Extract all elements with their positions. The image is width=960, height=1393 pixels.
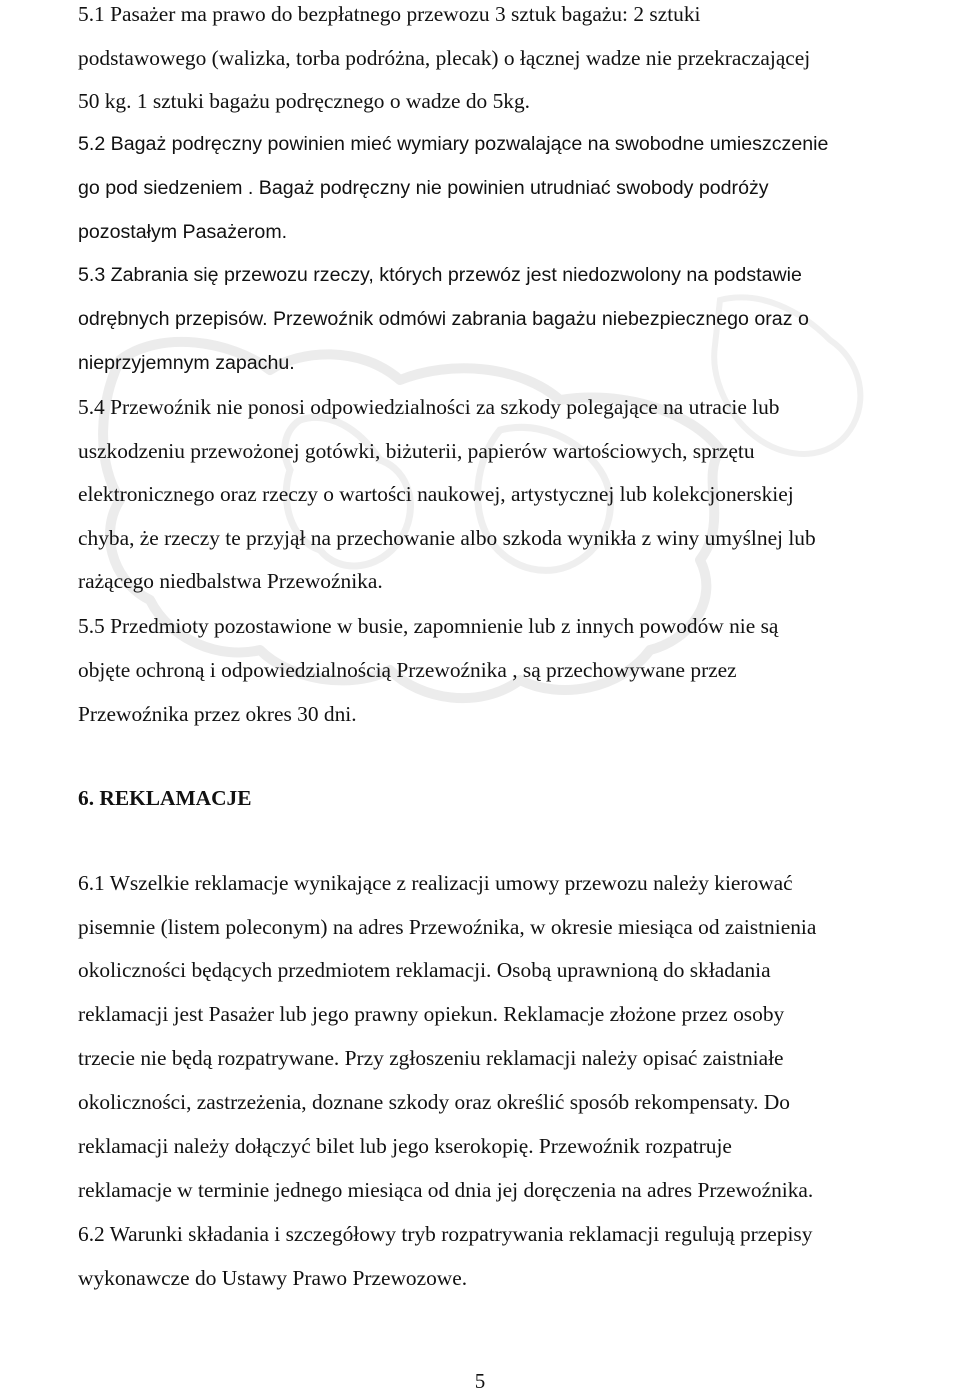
text-line: reklamacji jest Pasażer lub jego prawny opiekun. Reklamacje złożone przez osoby bbox=[78, 1002, 785, 1026]
text-line: okoliczności będących przedmiotem reklamacji. Osobą uprawnioną do składania bbox=[78, 958, 771, 982]
text-line: go pod siedzeniem . Bagaż podręczny nie powinien utrudniać swobody podróży bbox=[78, 177, 769, 199]
text-line: odrębnych przepisów. Przewoźnik odmówi zabrania bagażu niebezpiecznego oraz o bbox=[78, 308, 809, 330]
text-line: reklamacje w terminie jednego miesiąca od dnia jej doręczenia na adres Przewoźnika. bbox=[78, 1178, 814, 1202]
page-number: 5 bbox=[474, 1369, 486, 1393]
text-line: 5.3 Zabrania się przewozu rzeczy, których przewóz jest niedozwolony na podstawie bbox=[78, 264, 802, 286]
text-line: rażącego niedbalstwa Przewoźnika. bbox=[78, 569, 383, 593]
text-line: 5.2 Bagaż podręczny powinien mieć wymiary pozwalające na swobodne umieszczenie bbox=[78, 133, 829, 155]
text-line: 6.1 Wszelkie reklamacje wynikające z realizacji umowy przewozu należy kierować bbox=[78, 871, 793, 895]
text-line: podstawowego (walizka, torba podróżna, plecak) o łącznej wadze nie przekraczającej bbox=[78, 46, 811, 70]
text-line: pisemnie (listem poleconym) na adres Przewoźnika, w okresie miesiąca od zaistnienia bbox=[78, 915, 817, 939]
text-line: elektronicznego oraz rzeczy o wartości naukowej, artystycznej lub kolekcjonerskiej bbox=[78, 482, 794, 506]
text-line: objęte ochroną i odpowiedzialnością Przewoźnika , są przechowywane przez bbox=[78, 658, 737, 682]
section-heading: 6. REKLAMACJE bbox=[78, 786, 252, 810]
text-line: Przewoźnika przez okres 30 dni. bbox=[78, 702, 357, 726]
text-line: 6.2 Warunki składania i szczegółowy tryb rozpatrywania reklamacji regulują przepisy bbox=[78, 1222, 813, 1246]
text-line: 5.5 Przedmioty pozostawione w busie, zapomnienie lub z innych powodów nie są bbox=[78, 614, 779, 638]
text-line: pozostałym Pasażerom. bbox=[78, 221, 288, 243]
text-line: okoliczności, zastrzeżenia, doznane szkody oraz określić sposób rekompensaty. Do bbox=[78, 1090, 790, 1114]
text-line: 5.4 Przewoźnik nie ponosi odpowiedzialności za szkody polegające na utracie lub bbox=[78, 395, 780, 419]
text-line: 5.1 Pasażer ma prawo do bezpłatnego przewozu 3 sztuk bagażu: 2 sztuki bbox=[78, 2, 701, 26]
text-line: nieprzyjemnym zapachu. bbox=[78, 352, 295, 374]
text-line: chyba, że rzeczy te przyjął na przechowanie albo szkoda wynikła z winy umyślnej lub bbox=[78, 526, 816, 550]
text-line: 50 kg. 1 sztuki bagażu podręcznego o wadze do 5kg. bbox=[78, 89, 531, 113]
text-line: uszkodzeniu przewożonej gotówki, biżuterii, papierów wartościowych, sprzętu bbox=[78, 439, 755, 463]
text-line: reklamacji należy dołączyć bilet lub jego kserokopię. Przewoźnik rozpatruje bbox=[78, 1134, 732, 1158]
text-line: wykonawcze do Ustawy Prawo Przewozowe. bbox=[78, 1266, 468, 1290]
text-line: trzecie nie będą rozpatrywane. Przy zgłoszeniu reklamacji należy opisać zaistniałe bbox=[78, 1046, 784, 1070]
